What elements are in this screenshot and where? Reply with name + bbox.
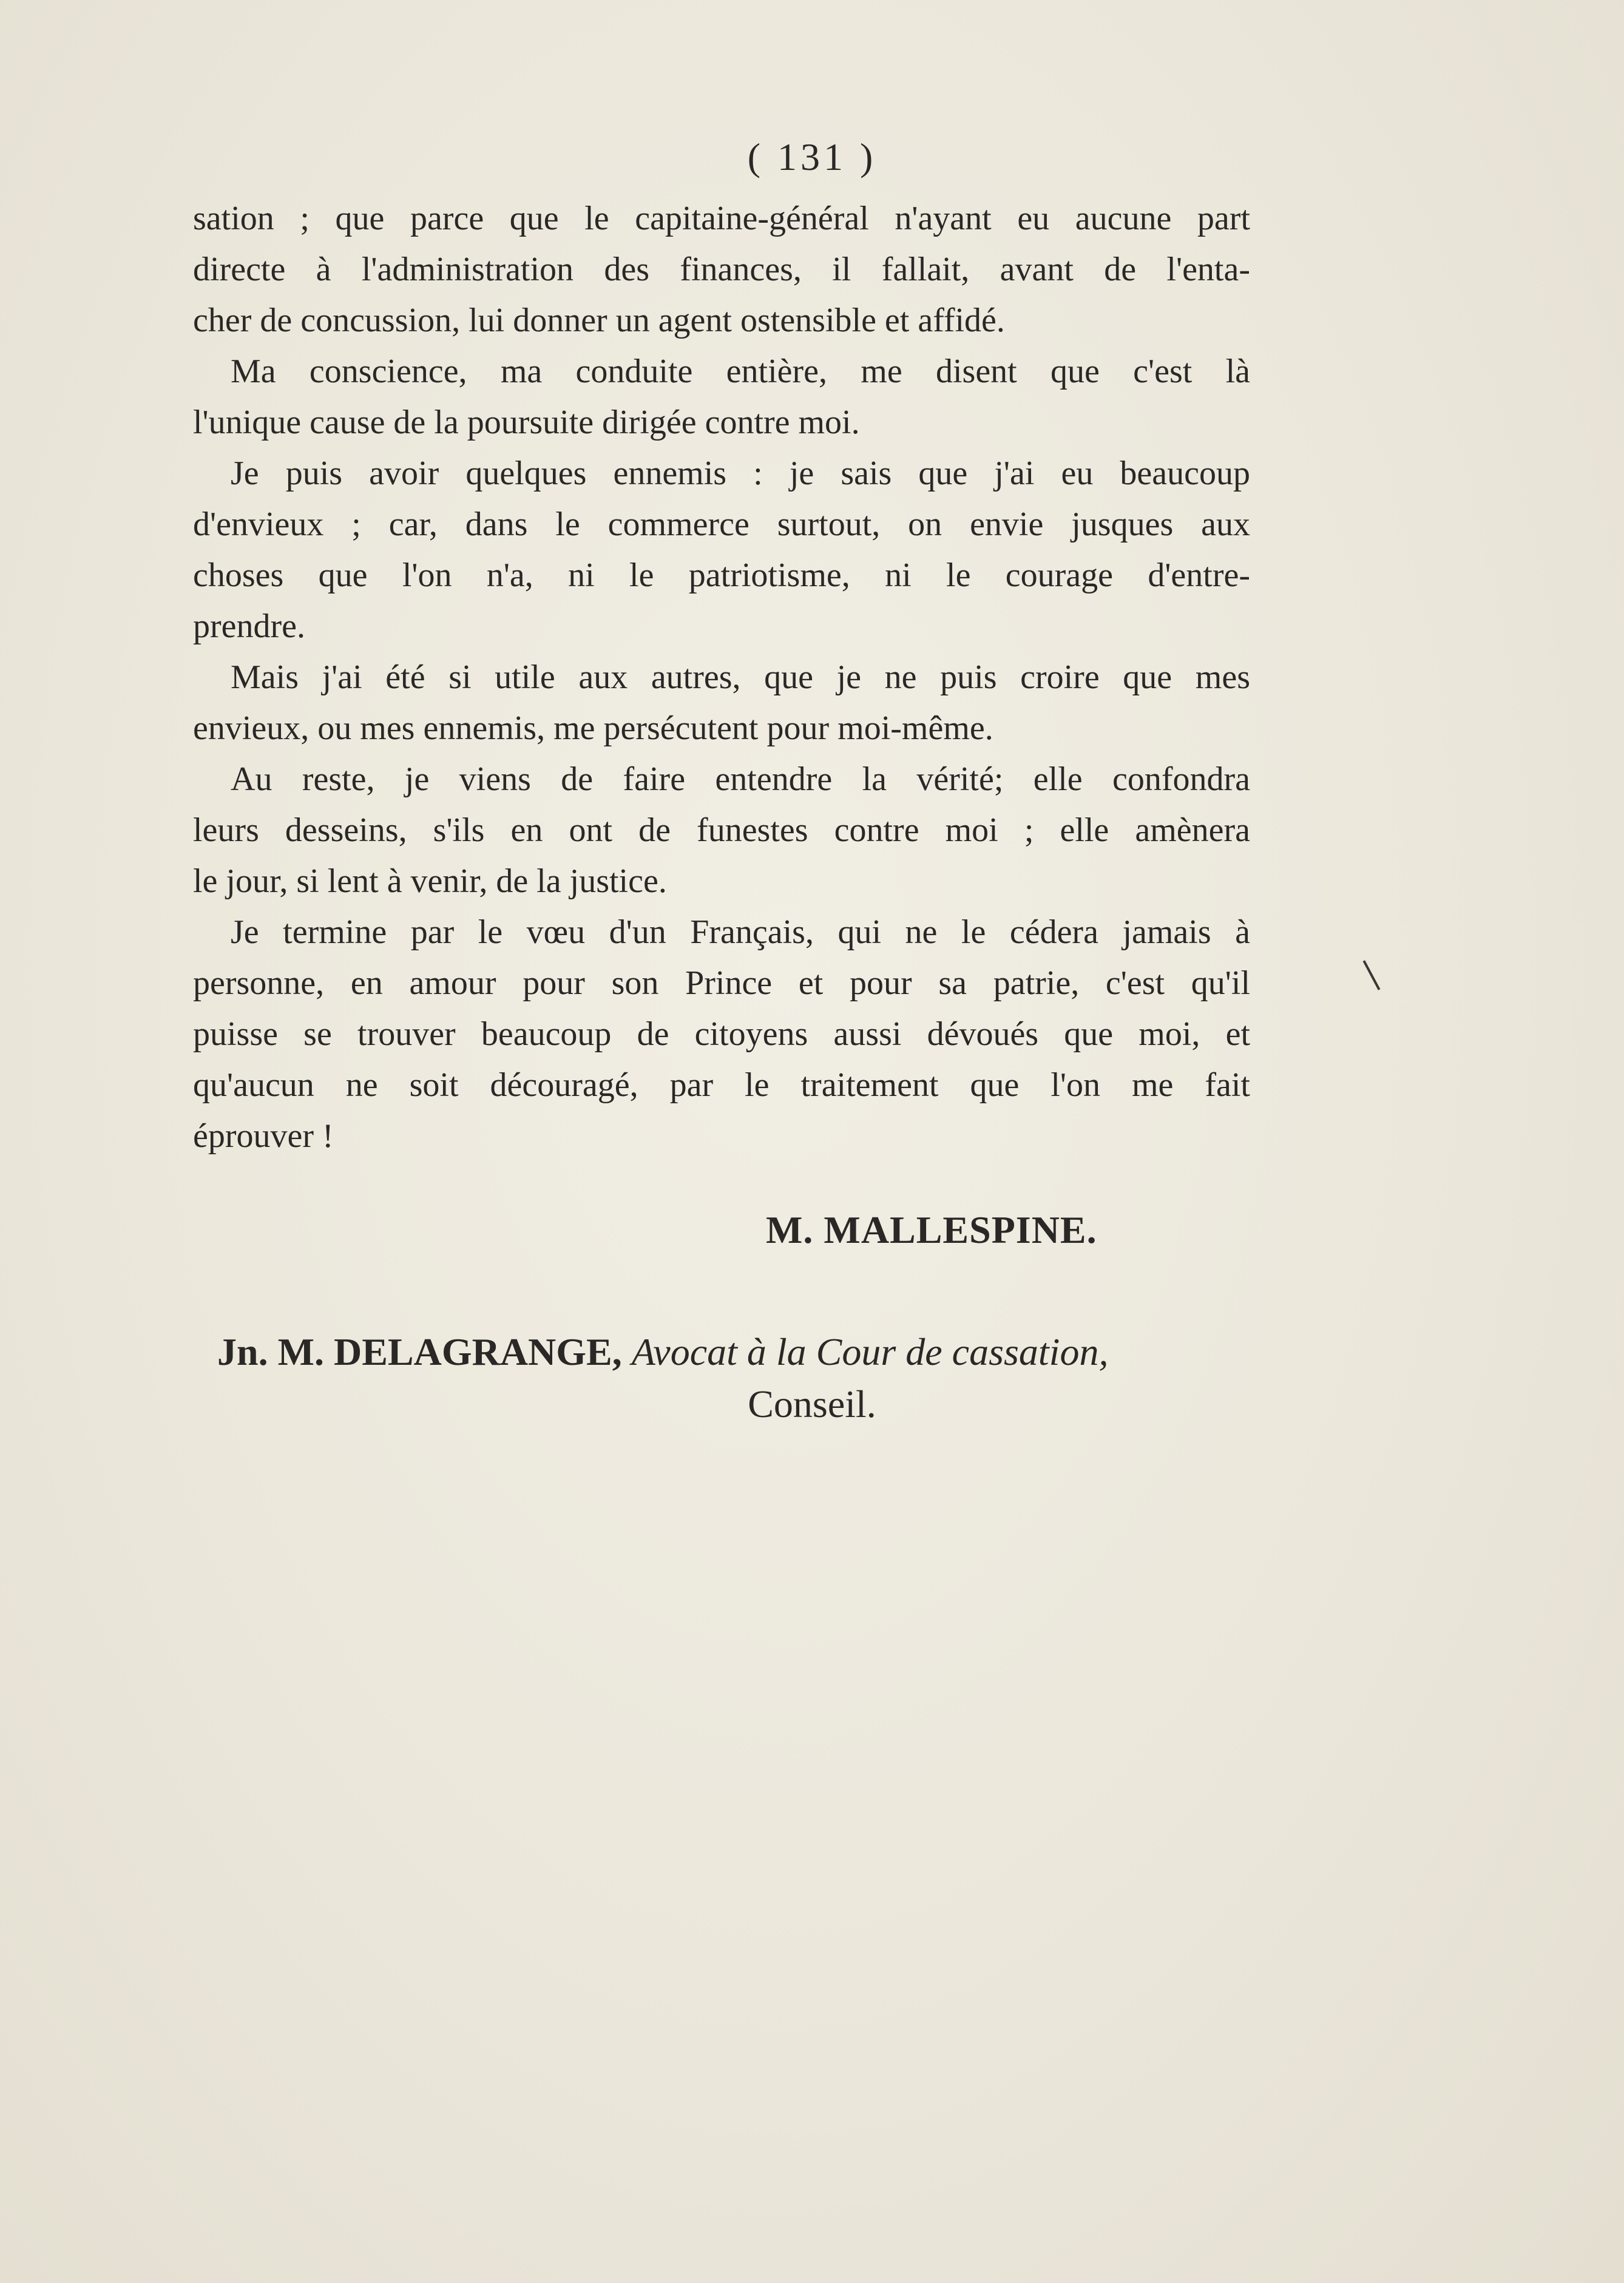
body-text — [193, 193, 1250, 1162]
text-line: envieux, ou mes ennemis, me persécutent pour moi-même. — [193, 709, 993, 747]
text-line: d'envieux ; car, dans le commerce surtout, on envie jusques aux — [193, 506, 1250, 543]
text-line: prendre. — [193, 607, 306, 645]
counsel-title: Conseil. — [748, 1382, 876, 1426]
text-line: l'unique cause de la poursuite dirigée contre moi. — [193, 404, 860, 441]
page-number: ( 131 ) — [747, 135, 877, 178]
text-line: Mais j'ai été si utile aux autres, que je ne puis croire que mes — [231, 658, 1250, 696]
text-line: cher de concussion, lui donner un agent ostensible et affidé. — [193, 302, 1005, 339]
text-line: Je termine par le vœu d'un Français, qui ne le cédera jamais à — [231, 913, 1250, 951]
text-line: sation ; que parce que le capitaine-général n'ayant eu aucune part — [193, 200, 1250, 237]
text-line: puisse se trouver beaucoup de citoyens aussi dévoués que moi, et — [193, 1015, 1250, 1053]
counsel-role: Avocat à la Cour de cassation, — [631, 1330, 1109, 1373]
counsel-name: Jn. M. DELAGRANGE, — [217, 1330, 622, 1373]
text-line: Ma conscience, ma conduite entière, me disent que c'est là — [231, 353, 1250, 390]
stray-ink-mark — [1363, 960, 1381, 990]
signature-name: M. MALLESPINE. — [766, 1208, 1097, 1251]
text-line: qu'aucun ne soit découragé, par le traitement que l'on me fait — [193, 1066, 1250, 1104]
text-line: le jour, si lent à venir, de la justice. — [193, 862, 667, 900]
counsel-line — [217, 1327, 1250, 1378]
text-line: Je puis avoir quelques ennemis : je sais que j'ai eu beaucoup — [231, 455, 1250, 492]
text-line: choses que l'on n'a, ni le patriotisme, ni le courage d'entre- — [193, 556, 1250, 594]
text-line: Au reste, je viens de faire entendre la vérité; elle confondra — [231, 760, 1250, 798]
text-line: directe à l'administration des finances, il fallait, avant de l'enta- — [193, 251, 1250, 288]
text-line: éprouver ! — [193, 1117, 334, 1155]
text-line: personne, en amour pour son Prince et pour sa patrie, c'est qu'il — [193, 964, 1250, 1002]
text-line: leurs desseins, s'ils en ont de funestes contre moi ; elle amènera — [193, 811, 1250, 849]
